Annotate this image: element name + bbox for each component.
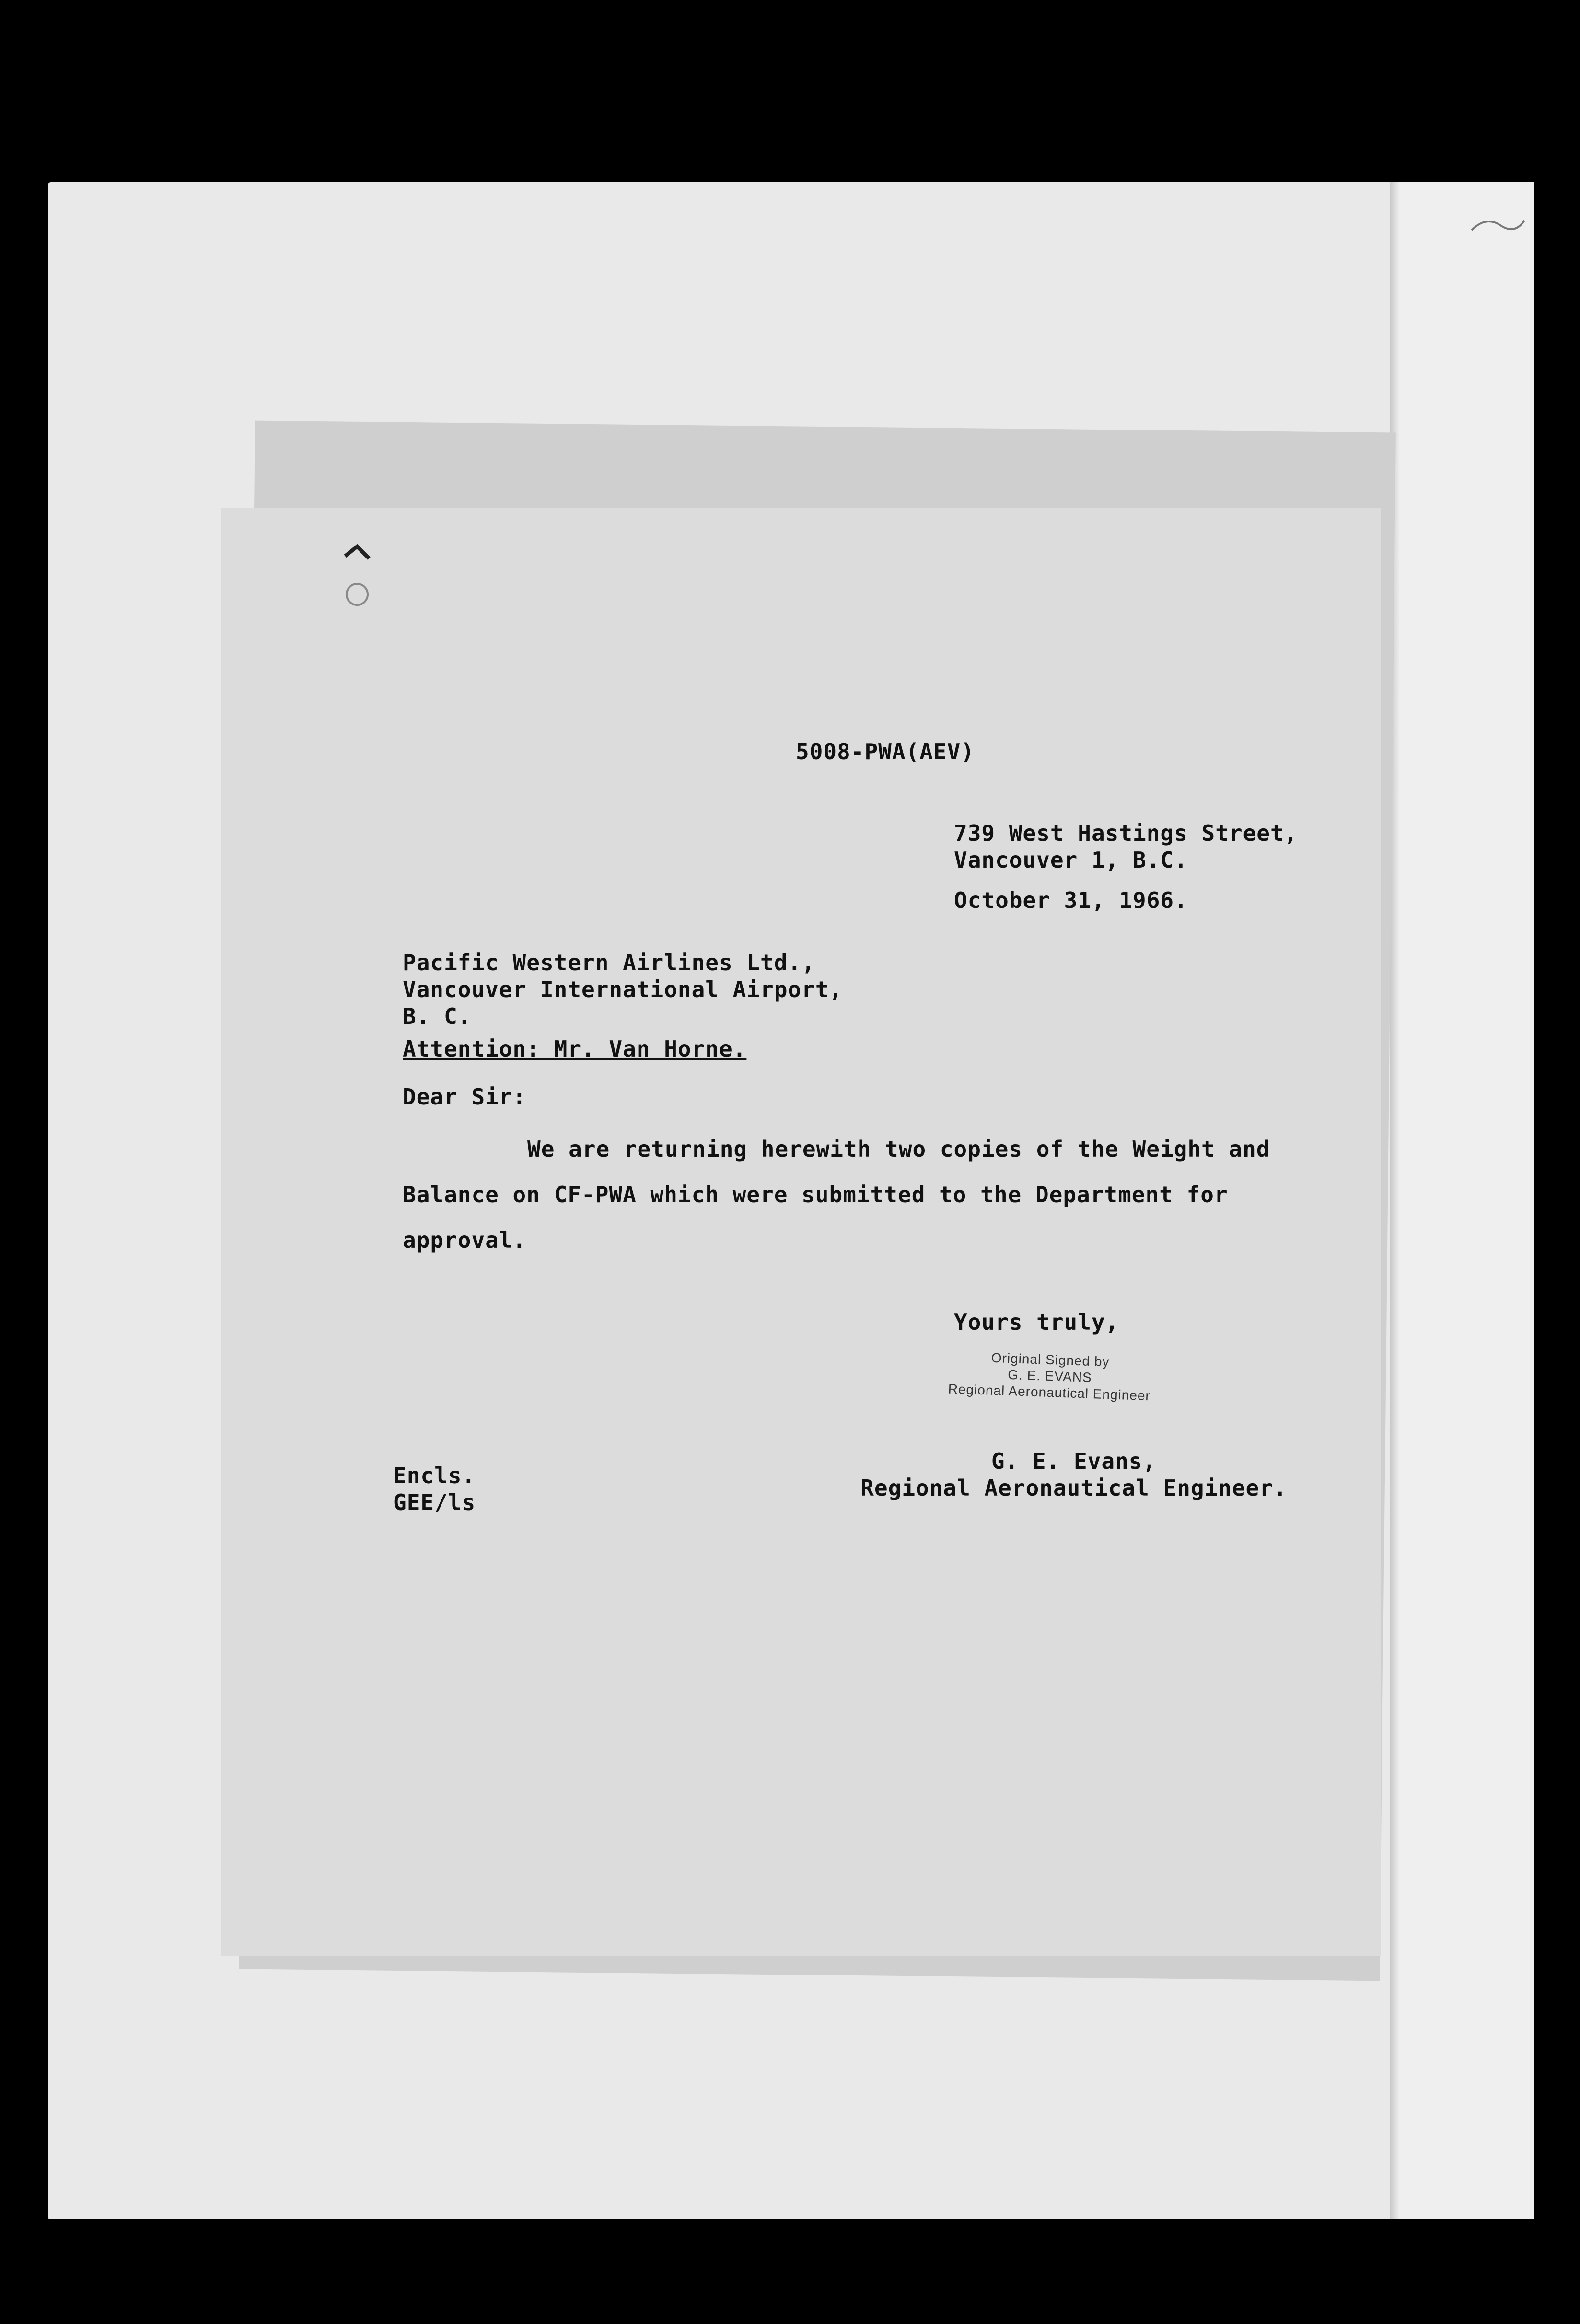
enclosure-line: Encls. [393, 1463, 476, 1488]
signer-block [834, 1448, 1313, 1501]
stamp-line: Regional Aeronautical Engineer [948, 1381, 1151, 1404]
salutation: Dear Sir: [403, 1084, 527, 1110]
closing: Yours truly, [954, 1309, 1119, 1335]
stamp-line: Original Signed by [991, 1350, 1110, 1370]
signer-title: Regional Aeronautical Engineer. [860, 1475, 1287, 1501]
body-line: approval. [403, 1227, 527, 1253]
attention-line: Attention: Mr. Van Horne. [403, 1036, 747, 1062]
sender-address-line: Vancouver 1, B.C. [954, 847, 1188, 873]
signer-name: G. E. Evans, [991, 1448, 1157, 1474]
enclosure-notation [393, 1462, 476, 1516]
letter-date: October 31, 1966. [954, 887, 1188, 913]
sheet-edge [1390, 182, 1534, 2219]
sender-address-line: 739 West Hastings Street, [954, 820, 1298, 846]
typist-initials: GEE/ls [393, 1489, 476, 1515]
letter-body [403, 1127, 1337, 1263]
body-line: Balance on CF-PWA which were submitted to the Department for [403, 1182, 1228, 1208]
stamp-line: G. E. EVANS [1007, 1367, 1092, 1385]
body-line: We are returning herewith two copies of the Weight and [527, 1136, 1270, 1162]
recipient-address [403, 949, 843, 1030]
reference-number: 5008-PWA(AEV) [796, 739, 975, 765]
smudge-mark [1467, 211, 1529, 240]
hole-punch-mark [340, 542, 374, 609]
recipient-line: B. C. [403, 1003, 472, 1029]
letter-page [221, 508, 1381, 1956]
recipient-line: Pacific Western Airlines Ltd., [403, 950, 815, 976]
sender-address [954, 820, 1298, 873]
recipient-line: Vancouver International Airport, [403, 976, 843, 1002]
signature-stamp [943, 1348, 1156, 1404]
